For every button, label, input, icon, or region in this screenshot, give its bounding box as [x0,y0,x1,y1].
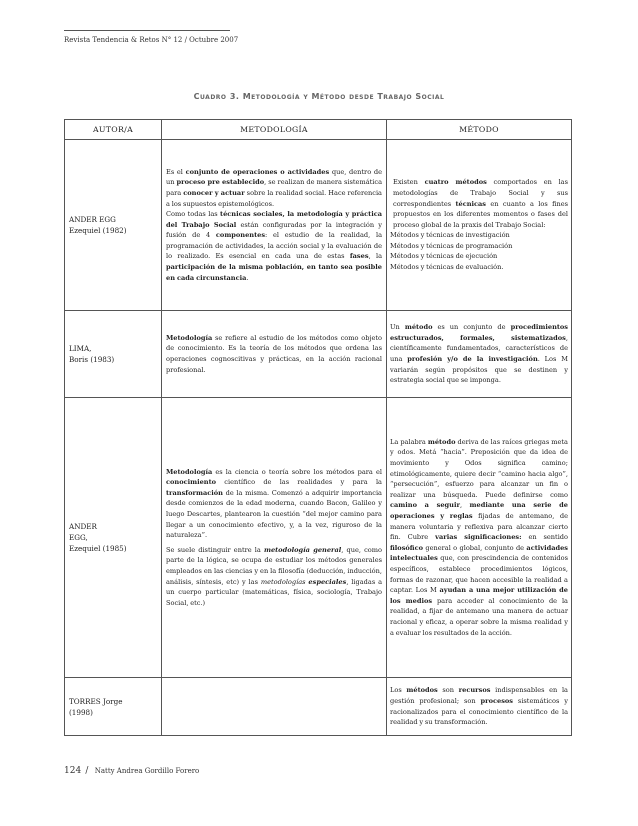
author-name: ANDER EGG [69,215,116,224]
author-year: Ezequiel (1985) [69,544,127,553]
page-footer [64,766,199,776]
author-year: Ezequiel (1982) [69,226,127,235]
author-cell [65,311,162,398]
author-year: (1998) [69,707,93,717]
method-list-item: Métodos y técnicas de programación [390,241,513,250]
table-row [65,140,572,311]
journal-header: Revista Tendencia & Retos N° 12 / Octubre 2007 [64,36,239,44]
method-paragraph: Los métodos son recursos indispensables en la gestión profesional; son procesos sistemáticos y racionalizados para el conocimiento científico de la realidad y su transformación. [390,686,568,727]
method-cell [387,398,572,678]
methodology-paragraph: Como todas las técnicas sociales, la metodología y práctica del Trabajo Social están configuradas por la integración y fusión de 4 componentes: el estudio de la realidad, la programación de actividades, la acción social y la evaluación de lo realizado. Es esencial en cada una de estas fases, la participación de la misma población, en tanto sea posible en cada circunstancia. [166,210,383,282]
methodology-cell [162,140,387,311]
author-cell [65,678,162,736]
methodology-paragraph: Metodología es la ciencia o teoría sobre los métodos para el conocimiento científico de las realidades y para la transformación de la misma. Comenzó a adquirir importancia desde comienzos de la edad moderna, cuando Bacon, Galileo y luego Descartes, plantearon la cuestión “del mejor camino para llegar a un conocimiento efectivo, y, a la vez, riguroso de la naturaleza”. [166,467,382,540]
method-list-item: Métodos y técnicas de ejecución [390,252,498,261]
column-header-methodology: METODOLOGÍA [162,120,387,140]
methodology-cell [162,311,387,398]
page-number: 124 [64,766,82,776]
method-cell [387,311,572,398]
table-caption: Cuadro 3. Metodología y Método desde Trabajo Social [193,92,445,101]
header-rule [64,30,230,31]
author-cell [65,398,162,678]
table-header-row [65,120,572,140]
methodology-table [64,119,572,736]
methodology-paragraph: Se suele distinguir entre la metodología general, que, como parte de la lógica, se ocupa de estudiar los métodos generales empleados en las ciencias y en la filosofía (deducción, inducción, análisis, síntesis, etc) y las metodologías especiales, ligadas a un cuerpo particular (matemáticas, física, sociología, Trabajo Social, etc.) [166,545,383,607]
author-name: TORRES Jorge [69,696,123,706]
footer-separator: / [85,766,89,776]
method-paragraph: La palabra método deriva de las raíces griegas meta y odos. Metá “hacia”. Preposición que da idea de movimiento y Odos significa camino; etimológicamente, quiere decir “camino hacia algo”, “persecución”, esfuerzo para alcanzar un fin o realizar una búsqueda. Puede definirse como camino a seguir, mediante una serie de operaciones y reglas fijadas de antemano, de manera voluntaria y reflexiva para alcanzar cierto fin. Cubre varias significaciones: en sentido filosófico general o global, conjunto de actividades intelectuales que, con prescindencia de contenidos específicos, establece procedimientos lógicos, formas de razonar, que hacen accesible la realidad a captar. Los M ayudan a una mejor utilización de los medios para acceder al conocimiento de la realidad, a fijar de antemano una manera de actuar racional y eficaz, a operar sobre la misma realidad y a evaluar los resultados de la acción. [390,437,568,637]
table-row [65,678,572,736]
method-cell [387,678,572,736]
footer-author: Natty Andrea Gordillo Forero [94,767,200,775]
methodology-paragraph: Metodología se refiere al estudio de los métodos como objeto de conocimiento. Es la teoría de los métodos que ordena las operaciones cognoscitivas y prácticas, en la acción racional profesional. [166,333,382,374]
method-list-item: Métodos y técnicas de evaluación. [390,263,504,272]
table-row [65,311,572,398]
methodology-paragraph: Es el conjunto de operaciones o actividades que, dentro de un proceso pre establecido, se realizan de manera sistemática para conocer y actuar sobre la realidad social. Hace referencia a los supuestos epistemológicos. [166,167,383,208]
method-list-item: Métodos y técnicas de investigación [390,231,510,240]
methodology-cell [162,398,387,678]
author-name: EGG, [69,533,88,542]
column-header-method: MÉTODO [387,120,572,140]
author-cell [65,140,162,311]
methodology-cell-empty [162,678,387,736]
method-paragraph: Un método es un conjunto de procedimientos estructurados, formales, sistematizados, científicamente fundamentados, característicos de una profesión y/o de la investigación. Los M variarán según propósitos que se destinen y estrategia social que se imponga. [390,323,569,385]
author-name: LIMA, [69,344,92,353]
author-name: ANDER [69,522,97,531]
column-header-author: AUTOR/A [65,120,162,140]
method-paragraph: Existen cuatro métodos comportados en las metodologías de Trabajo Social y sus correspondientes técnicas en cuanto a los fines propuestos en los diferentes momentos o fases del proceso global de la praxis del Trabajo Social: [393,178,568,229]
method-cell [387,140,572,311]
author-year: Boris (1983) [69,355,115,364]
table-row [65,398,572,678]
